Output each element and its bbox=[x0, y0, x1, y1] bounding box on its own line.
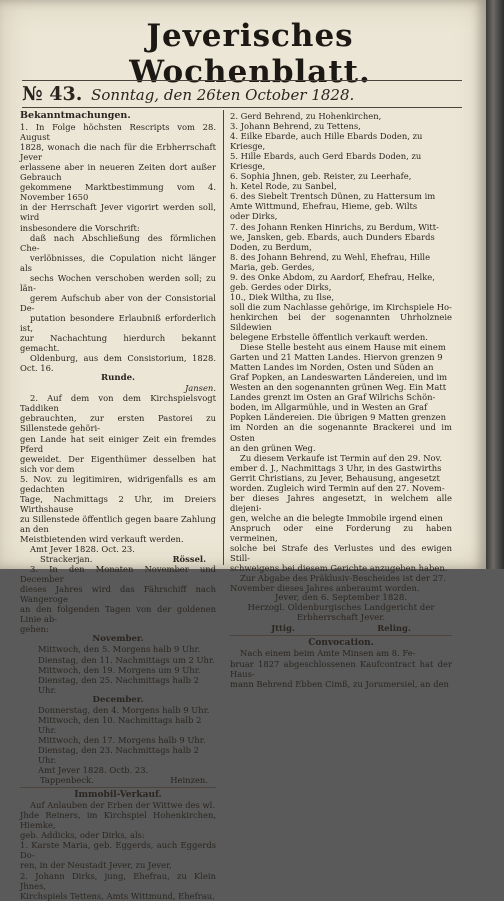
signature-row bbox=[20, 554, 216, 564]
text-line: in der Herrschaft Jever vigorirt werden soll, wird bbox=[20, 202, 216, 223]
text-line: daß nach Abschließung des förmlichen Che- bbox=[20, 232, 216, 253]
text-line: gehen: bbox=[20, 624, 49, 635]
text-line: 5. Nov. zu legitimiren, widrigenfalls es am gedachten bbox=[20, 473, 216, 494]
signature: Tappenbeck. bbox=[40, 775, 94, 786]
text-line: soll die zum Nachlasse gehörige, im Kirchspiele Ho- bbox=[230, 301, 452, 312]
left-column bbox=[20, 111, 216, 901]
text-line: Amt Jever 1828. Oct. 23. bbox=[30, 544, 135, 555]
month-heading: November. bbox=[92, 634, 144, 645]
text-line: 10., Diek Wiltha, zu Ilse, bbox=[230, 291, 334, 302]
text-line: ember d. J., Nachmittags 3 Uhr, in des Gastwirths bbox=[230, 462, 442, 473]
column-divider bbox=[223, 110, 224, 565]
text-line: 7. des Johann Renken Hinrichs, zu Berdum, Witt- bbox=[230, 221, 439, 232]
month-heading: December. bbox=[92, 694, 144, 705]
text-line: worden. Zugleich wird Termin auf den 27. Novem- bbox=[230, 482, 445, 493]
issue-number: № 43. bbox=[22, 83, 83, 105]
signature: Jansen. bbox=[184, 383, 216, 394]
text-line: Jhde Reiners, im Kirchspiel Hohenkirchen, Hiemke, bbox=[20, 810, 216, 831]
masthead-title: Jeverisches Wochenblatt. bbox=[129, 18, 371, 90]
text-line: Tage, Nachmittags 2 Uhr, im Dreiers Wirthshause bbox=[20, 493, 216, 514]
text-line: 2. Gerd Behrend, zu Hohenkirchen, bbox=[230, 111, 382, 121]
notice-1 bbox=[20, 122, 216, 393]
text-line: 2. Johann Dirks, jung, Ehefrau, zu Klein Jhnes, bbox=[20, 870, 216, 891]
signature: Strackerjan. bbox=[40, 554, 93, 565]
text-line: 3. Johann Behrend, zu Tettens, bbox=[230, 121, 361, 132]
text-line: geb. Addicks, oder Dirks, als: bbox=[20, 830, 145, 841]
text-line: Westen an den sogenannten grünen Weg. Ein Matt bbox=[230, 382, 447, 393]
text-line: ren, in der Neustadt Jever, zu Jever, bbox=[20, 860, 172, 871]
text-line: Landes grenzt im Osten an Graf Wilrichs Schön- bbox=[230, 392, 436, 403]
text-line: Meistbietenden wird verkauft werden. bbox=[20, 533, 184, 544]
text-line: Oldenburg, aus dem Consistorium, 1828. Oct. 16. bbox=[20, 353, 216, 374]
text-line: Gerrit Christians, zu Jever, Behausung, angesetzt bbox=[230, 472, 440, 483]
schedule-line: Dienstag, den 23. Nachmittags halb 2 Uhr. bbox=[38, 744, 199, 765]
text-line: Amte Wittmund, Ehefrau, Hieme, geb. Wilts bbox=[230, 201, 418, 212]
court-name: Herzogl. Oldenburgisches Landgericht der Erbherrschaft Jever. bbox=[247, 603, 435, 624]
schedule-line: Mittwoch, den 19. Morgens um 9 Uhr. bbox=[38, 664, 201, 675]
book-edge bbox=[486, 0, 504, 569]
schedule-line: Donnerstag, den 4. Morgens halb 9 Uhr. bbox=[38, 704, 210, 715]
signature: Jttig. bbox=[271, 623, 295, 634]
text-line: 6. des Siebelt Trentsch Dünen, zu Hattersum im bbox=[230, 191, 436, 202]
text-line: 9. des Onke Abdom, zu Aardorf, Ehefrau, Helke, bbox=[230, 271, 435, 282]
schedule-line: Dienstag, den 11. Nachmittags um 2 Uhr. bbox=[38, 654, 215, 665]
text-line: gen, welche an die belegte Immobile irgend einen bbox=[230, 512, 443, 523]
text-line: mann Behrend Ebben Cimß, zu Jorumersiel, an den bbox=[230, 678, 449, 689]
text-line: insbesondere die Vorschrift: bbox=[20, 222, 140, 233]
issue-line bbox=[22, 80, 462, 108]
term-notice bbox=[230, 453, 452, 634]
text-line: boden, im Allgarmühle, und in Westen an Graf bbox=[230, 402, 428, 413]
text-line: Doden, zu Berdum, bbox=[230, 241, 312, 252]
text-line: Kriesge, bbox=[230, 161, 266, 172]
signature-row bbox=[230, 623, 452, 633]
convocation-heading: Convocation. bbox=[308, 638, 374, 649]
text-line: solche bei Strafe des Verlustes und des ewigen Still- bbox=[230, 543, 452, 564]
schedule-line: Mittwoch, den 5. Morgens halb 9 Uhr. bbox=[38, 644, 201, 655]
heirs-list bbox=[230, 111, 452, 453]
text-line: 1. In Folge höchsten Rescripts vom 28. August bbox=[20, 122, 216, 143]
issue-date: Sonntag, den 26ten October 1828. bbox=[91, 86, 355, 104]
notice-2 bbox=[20, 393, 216, 564]
text-line: an den grünen Weg. bbox=[230, 442, 316, 453]
text-line: gekommene Marktbestimmung vom 4. November 1650 bbox=[20, 182, 216, 203]
text-line: zur Nachachtung hierdurch bekannt gemacht. bbox=[20, 333, 216, 354]
schedule-line: Amt Jever 1828. Octb. 23. bbox=[38, 765, 149, 776]
text-line: ber dieses Jahres angesetzt, in welchem alle diejeni- bbox=[230, 492, 452, 513]
text-line: Popken Ländereien. Die übrigen 9 Matten grenzen bbox=[230, 412, 446, 423]
text-line: putation besondere Erlaubniß erforderlich ist, bbox=[20, 312, 216, 333]
signature-row bbox=[20, 775, 216, 785]
text-line: an den folgenden Tagen von der goldenen Linie ab- bbox=[20, 604, 216, 625]
text-line: Garten und 21 Matten Landes. Hiervon grenzen 9 bbox=[230, 352, 443, 363]
right-column bbox=[230, 111, 452, 689]
text-line: geb. Gerdes oder Dirks, bbox=[230, 281, 332, 292]
text-line: verlöbnisses, die Copulation nicht länger als bbox=[20, 252, 216, 273]
schedule-line: Mittwoch, den 17. Morgens halb 9 Uhr. bbox=[38, 734, 206, 745]
signature: Runde. bbox=[100, 373, 136, 384]
text-line: Anspruch oder eine Forderung zu haben vermeinen, bbox=[230, 522, 452, 543]
text-line: gebrauchten, zur ersten Pastorei zu Sillenstede gehöri- bbox=[20, 413, 216, 434]
text-line: November dieses Jahres anberaumt worden. bbox=[230, 583, 420, 594]
section-rule bbox=[20, 787, 216, 788]
text-line: gen Lande hat seit einiger Zeit ein fremdes Pferd bbox=[20, 433, 216, 454]
text-line: 4. Eilke Ebarde, auch Hille Ebards Doden, zu bbox=[230, 131, 423, 142]
signature: Reling. bbox=[377, 623, 411, 634]
text-line: 1828, wonach die nach für die Erbherrschaft Jever bbox=[20, 142, 216, 163]
text-line: 3. In den Monaten November und December bbox=[20, 564, 216, 585]
text-line: sechs Wochen verschoben werden soll; zu län- bbox=[20, 272, 216, 293]
text-line: h. Ketel Rode, zu Sanbel, bbox=[230, 181, 337, 192]
text-line: Zur Abgabe des Präklusiv-Bescheides ist der 27. bbox=[240, 573, 446, 584]
text-line: Maria, geb. Gerdes, bbox=[230, 261, 315, 272]
text-line: gerem Aufschub aber von der Consistorial De- bbox=[20, 292, 216, 313]
text-line: bruar 1827 abgeschlossenen Kaufcontract hat der Haus- bbox=[230, 658, 452, 679]
text-line: Graf Popken, an Landeswarten Ländereien, und im bbox=[230, 372, 448, 383]
text-line: im Norden an die sogenannte Brackerei und im Osten bbox=[230, 422, 452, 443]
schedule-line: Mittwoch, den 10. Nachmittags halb 2 Uhr. bbox=[38, 714, 202, 735]
text-line: henkirchen bei der sogenannten Uhrholzneie Sildewien bbox=[230, 311, 452, 332]
text-line: geweidet. Der Eigenthümer desselben hat sich vor dem bbox=[20, 453, 216, 474]
text-line: 8. des Johann Behrend, zu Wehl, Ehefrau, Hille bbox=[230, 251, 431, 262]
text-line: belegene Erbstelle öffentlich verkauft werden. bbox=[230, 332, 428, 343]
text-line: Jever, den 6. September 1828. bbox=[274, 593, 408, 604]
sale-heading: Immobil-Verkauf. bbox=[74, 790, 162, 801]
text-line: 1. Karste Maria, geb. Eggerds, auch Eggerds Do- bbox=[20, 840, 216, 861]
section-rule bbox=[230, 635, 452, 636]
signature: Heinzen. bbox=[170, 775, 208, 786]
text-line: Kirchspiels Tettens, Amts Wittmund, Ehefrau, bbox=[20, 890, 215, 901]
notices-heading: Bekanntmachungen. bbox=[20, 110, 131, 121]
schedule-line: Dienstag, den 25. Nachmittags halb 2 Uhr. bbox=[38, 674, 199, 695]
signature: Rössel. bbox=[172, 554, 206, 565]
text-line: Kriesge, bbox=[230, 141, 266, 152]
notice-3 bbox=[20, 564, 216, 785]
text-line: 5. Hille Ebards, auch Gerd Ebards Doden, zu bbox=[230, 151, 422, 162]
text-line: Zu diesem Verkaufe ist Termin auf den 29. Nov. bbox=[240, 452, 442, 463]
text-line: schweigens bei diesem Gerichte anzugeben haben. bbox=[230, 563, 448, 574]
text-line: 6. Sophia Jhnen, geb. Reister, zu Leerhafe, bbox=[230, 171, 412, 182]
text-line: we, Jansken, geb. Ebards, auch Dunders Ebards bbox=[230, 231, 435, 242]
sale-notice bbox=[20, 800, 216, 900]
text-line: Matten Landes im Norden, Osten und Süden an bbox=[230, 362, 434, 373]
convocation-notice bbox=[230, 648, 452, 688]
text-line: Nach einem beim Amte Minsen am 8. Fe- bbox=[240, 648, 416, 659]
text-line: erlassene aber in neueren Zeiten dort außer Gebrauch bbox=[20, 162, 216, 183]
text-line: dieses Jahres wird das Fährschiff nach Wangeroge bbox=[20, 584, 216, 605]
text-line: Diese Stelle besteht aus einem Hause mit einem bbox=[240, 342, 446, 353]
text-line: Auf Anlauben der Erben der Wittwe des wl. bbox=[30, 800, 215, 811]
text-line: oder Dirks, bbox=[230, 211, 278, 222]
text-line: 2. Auf dem von dem Kirchspielsvogt Taddiken bbox=[20, 393, 216, 414]
text-line: zu Sillenstede öffentlich gegen baare Zahlung an den bbox=[20, 513, 216, 534]
